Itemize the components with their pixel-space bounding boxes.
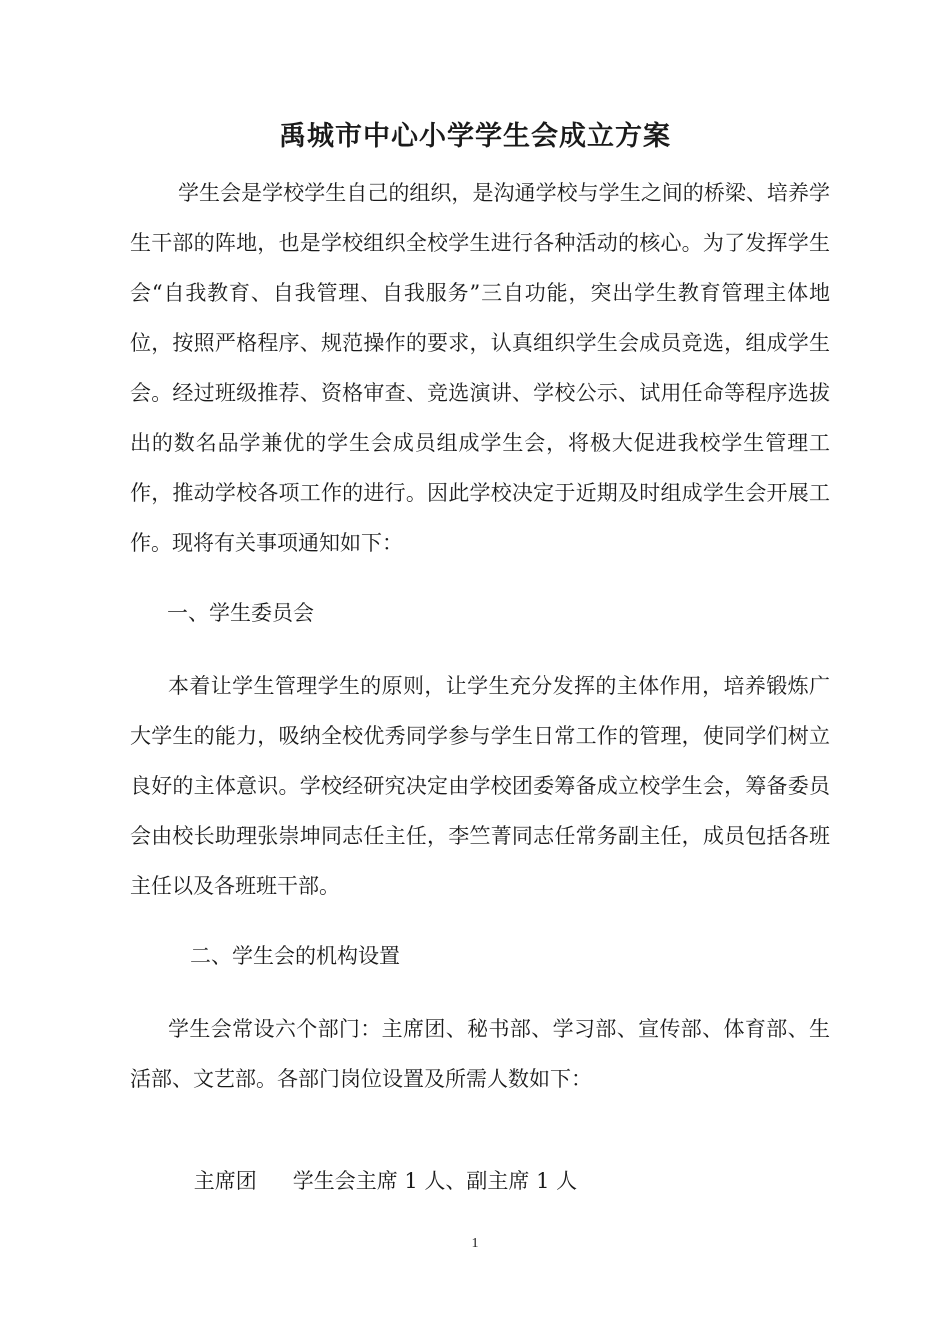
department-positions: 学生会主席 1 人、副主席 1 人 — [292, 1169, 578, 1193]
section-2-body: 学生会常设六个部门：主席团、秘书部、学习部、宣传部、体育部、生活部、文艺部。各部门岗位设置及所需人数如下： — [130, 1017, 830, 1091]
document-title: 禹城市中心小学学生会成立方案 — [279, 121, 671, 153]
department-row — [167, 1136, 577, 1226]
department-name: 主席团 — [193, 1169, 257, 1193]
intro-paragraph: 学生会是学校学生自己的组织，是沟通学校与学生之间的桥梁、培养学生干部的阵地，也是学校组织全校学生进行各种活动的核心。为了发挥学生会“自我教育、自我管理、自我服务”三自功能，突出学生教育管理主体地位，按照严格程序、规范操作的要求，认真组织学生会成员竞选，组成学生会。经过班级推荐、资格审查、竞选演讲、学校公示、试用任命等程序选拔出的数名品学兼优的学生会成员组成学生会，将极大促进我校学生管理工作，推动学校各项工作的进行。因此学校决定于近期及时组成学生会开展工作。现将有关事项通知如下： — [130, 181, 830, 555]
section-1-heading: 一、学生委员会 — [167, 601, 314, 625]
section-2-heading: 二、学生会的机构设置 — [190, 944, 400, 968]
page-number: 1 — [471, 1236, 479, 1251]
section-1-body: 本着让学生管理学生的原则，让学生充分发挥的主体作用，培养锻炼广大学生的能力，吸纳全校优秀同学参与学生日常工作的管理，使同学们树立良好的主体意识。学校经研究决定由学校团委筹备成立校学生会，筹备委员会由校长助理张崇坤同志任主任，李竺菁同志任常务副主任，成员包括各班主任以及各班班干部。 — [130, 674, 830, 898]
